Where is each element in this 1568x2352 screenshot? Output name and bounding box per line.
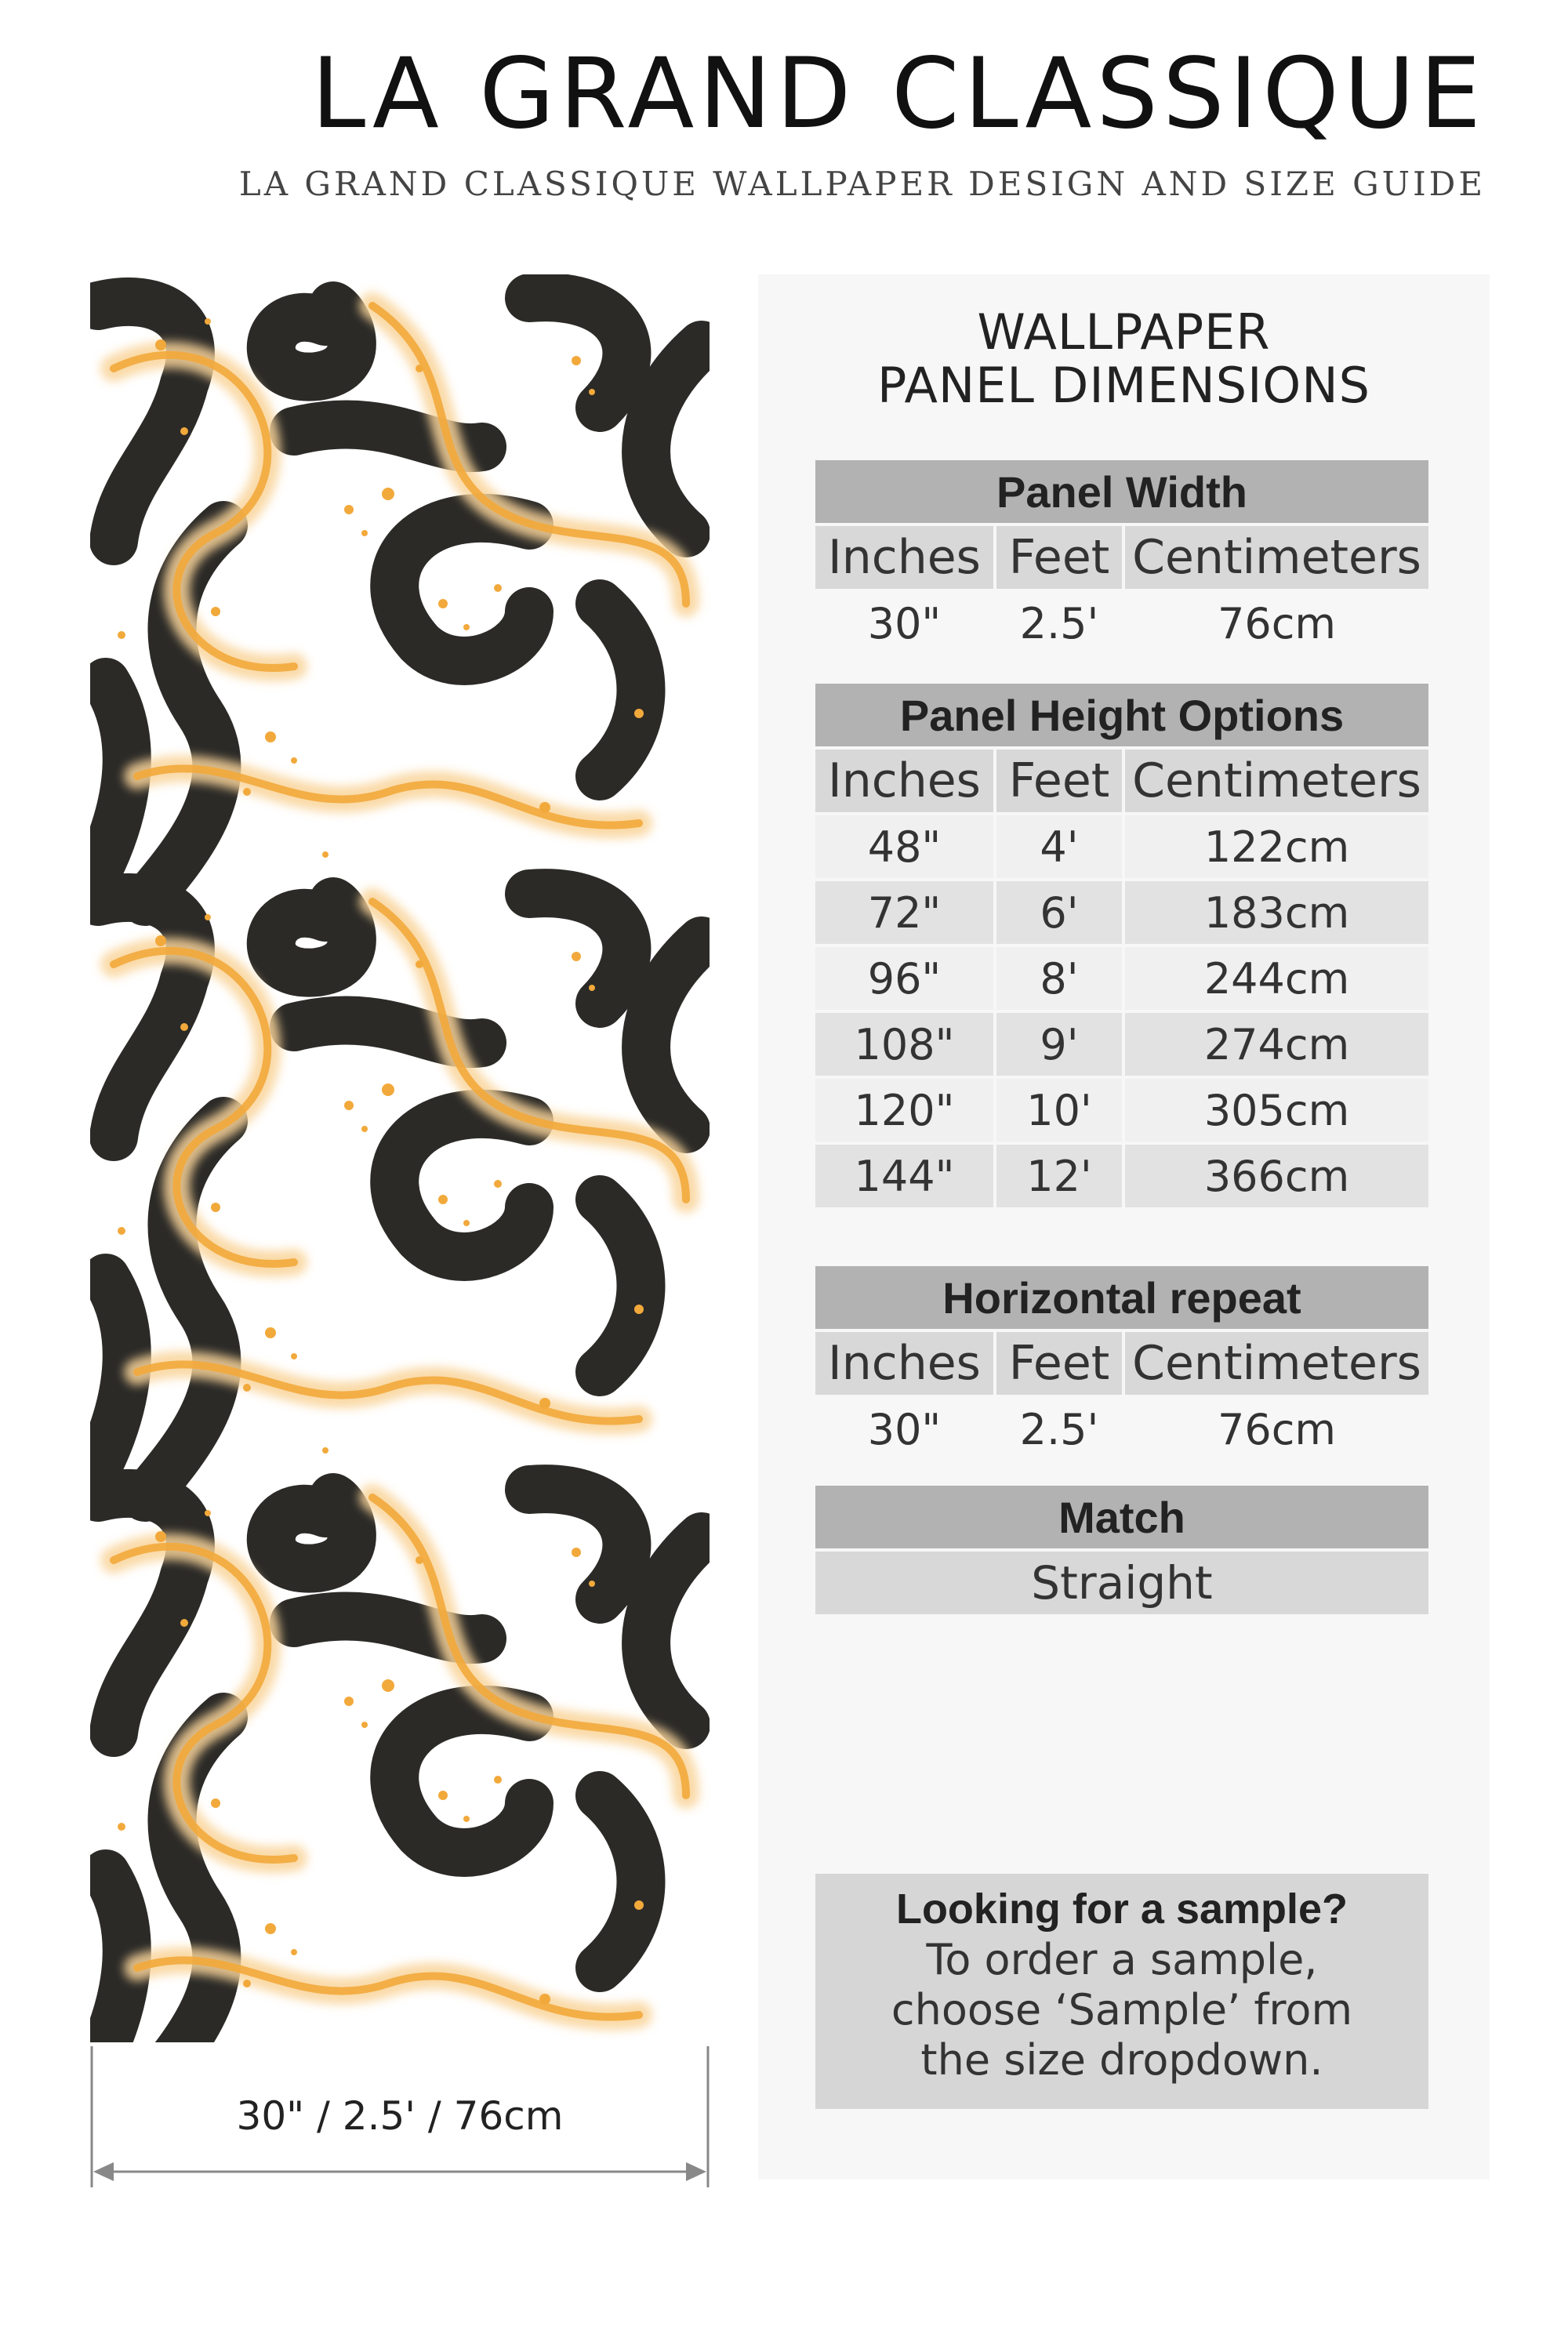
table-title: Panel Height Options (815, 684, 1428, 746)
column-header: Feet (996, 750, 1122, 812)
table-row (815, 1145, 1428, 1207)
inches-value: 30" (867, 1404, 942, 1454)
sample-text-line: choose ‘Sample’ from (891, 1985, 1353, 2034)
sample-text-line: To order a sample, (926, 1935, 1318, 1984)
feet-value: 4' (996, 815, 1122, 878)
table-title: Panel Width (815, 460, 1428, 523)
inches-value: 72" (815, 881, 993, 944)
table-row (815, 1079, 1428, 1142)
centimeters-value: 183cm (1125, 881, 1428, 944)
centimeters-value: 76cm (1217, 598, 1336, 648)
panel-width-dimension (90, 2046, 710, 2187)
match-value: Straight (815, 1552, 1428, 1614)
table-title: Match (815, 1486, 1428, 1548)
wallpaper-pattern-preview (90, 274, 710, 2042)
centimeters-value: 244cm (1125, 947, 1428, 1010)
feet-value: 12' (996, 1145, 1122, 1207)
horizontal-repeat-table (815, 1266, 1428, 1464)
inches-value: 48" (815, 815, 993, 878)
sample-title: Looking for a sample? (895, 1886, 1348, 1933)
panel-dimensions-card (758, 274, 1490, 2180)
inches-value: 96" (815, 947, 993, 1010)
spec-heading-line2: PANEL DIMENSIONS (877, 357, 1370, 414)
inches-value: 144" (815, 1145, 993, 1207)
column-header: Feet (996, 526, 1122, 589)
table-header-row (815, 1332, 1428, 1395)
table-header-row (815, 750, 1428, 812)
centimeters-value: 366cm (1125, 1145, 1428, 1207)
table-header-row (815, 526, 1428, 589)
table-title: Horizontal repeat (815, 1266, 1428, 1329)
centimeters-value: 122cm (1125, 815, 1428, 878)
dimension-label: 30" / 2.5' / 76cm (236, 2093, 564, 2139)
feet-value: 2.5' (1019, 598, 1099, 648)
column-header: Inches (815, 750, 993, 812)
feet-value: 10' (996, 1079, 1122, 1142)
inches-value: 30" (867, 598, 942, 648)
match-table (815, 1486, 1428, 1617)
sample-text-line: the size dropdown. (920, 2035, 1323, 2085)
inches-value: 108" (815, 1013, 993, 1076)
feet-value: 8' (996, 947, 1122, 1010)
feet-value: 9' (996, 1013, 1122, 1076)
brand-subtitle: LA GRAND CLASSIQUE WALLPAPER DESIGN AND SIZE GUIDE (238, 165, 1486, 203)
feet-value: 6' (996, 881, 1122, 944)
abstract-brushstroke-pattern (90, 274, 710, 2042)
inches-value: 120" (815, 1079, 993, 1142)
table-row (815, 881, 1428, 944)
sample-info-box (815, 1874, 1428, 2109)
panel-width-table (815, 460, 1428, 658)
panel-height-table (815, 684, 1428, 1210)
centimeters-value: 305cm (1125, 1079, 1428, 1142)
column-header: Centimeters (1125, 526, 1428, 589)
table-row (815, 1398, 1428, 1461)
spec-heading (758, 303, 1490, 414)
table-row (815, 592, 1428, 655)
table-row (815, 1013, 1428, 1076)
feet-value: 2.5' (1019, 1404, 1099, 1454)
spec-heading-line1: WALLPAPER (977, 303, 1271, 361)
table-row (815, 947, 1428, 1010)
table-row (815, 815, 1428, 878)
column-header: Inches (815, 1332, 993, 1395)
column-header: Centimeters (1125, 750, 1428, 812)
column-header: Inches (815, 526, 993, 589)
centimeters-value: 76cm (1217, 1404, 1336, 1454)
brand-title: LA GRAND CLASSIQUE (311, 38, 1486, 151)
column-header: Feet (996, 1332, 1122, 1395)
column-header: Centimeters (1125, 1332, 1428, 1395)
centimeters-value: 274cm (1125, 1013, 1428, 1076)
